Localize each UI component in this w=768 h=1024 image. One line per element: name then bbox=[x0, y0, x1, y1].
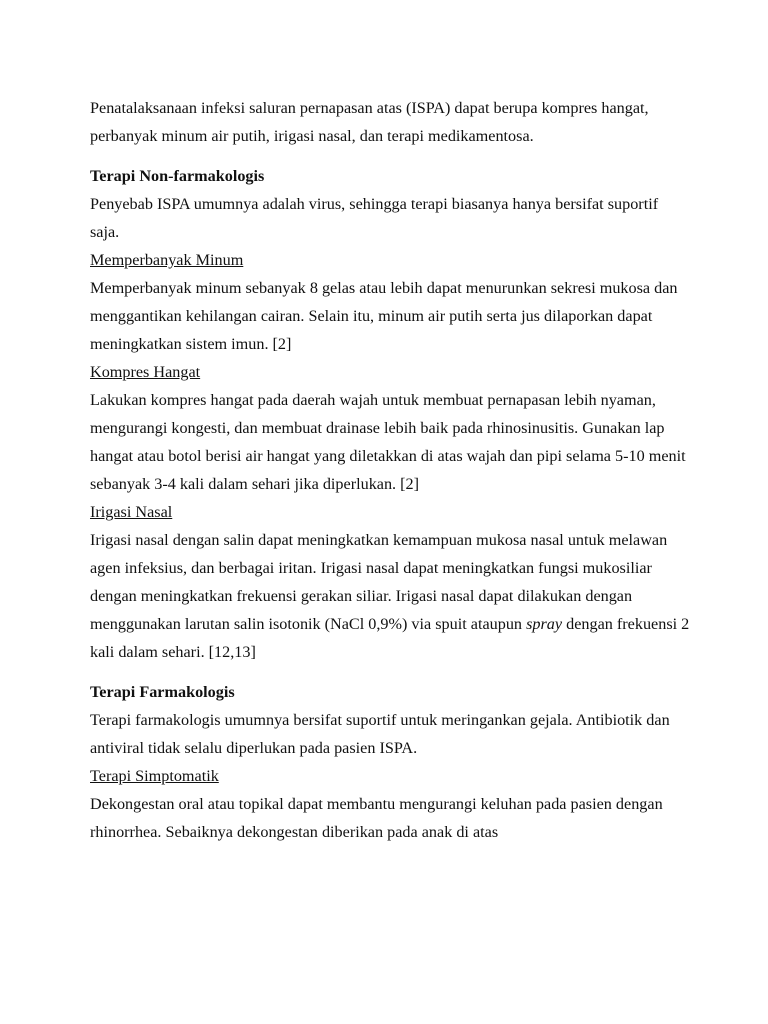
irigasi-text-before: Irigasi nasal dengan salin dapat meningkatkan kemampuan mukosa nasal untuk melawan agen infeksius, dan berbagai iritan. Irigasi nasal dapat meningkatkan fungsi mukosiliar dengan meningkatkan frekuensi gerakan siliar. Irigasi nasal dapat dilakukan dengan menggunakan larutan salin isotonik (NaCl 0,9%) via spuit ataupun bbox=[90, 531, 668, 633]
intro-paragraph: Penatalaksanaan infeksi saluran pernapasan atas (ISPA) dapat berupa kompres hangat, perbanyak minum air putih, irigasi nasal, dan terapi medikamentosa. bbox=[90, 99, 649, 145]
heading-non-pharmacological: Terapi Non-farmakologis bbox=[90, 167, 265, 185]
paragraph-memperbanyak-minum: Memperbanyak minum sebanyak 8 gelas atau lebih dapat menurunkan sekresi mukosa dan menggantikan kehilangan cairan. Selain itu, minum air putih serta jus dilaporkan dapat meningkatkan sistem imun. [2] bbox=[90, 279, 678, 353]
subheading-irigasi-nasal: Irigasi Nasal bbox=[90, 503, 173, 521]
paragraph-non-pharmacological: Penyebab ISPA umumnya adalah virus, sehingga terapi biasanya hanya bersifat suportif saja. bbox=[90, 195, 659, 241]
paragraph-kompres-hangat: Lakukan kompres hangat pada daerah wajah untuk membuat pernapasan lebih nyaman, mengurangi kongesti, dan membuat drainase lebih baik pada rhinosinusitis. Gunakan lap hangat atau botol berisi air hangat yang diletakkan di atas wajah dan pipi selama 5-10 menit sebanyak 3-4 kali dalam sehari jika diperlukan. [2] bbox=[90, 391, 686, 493]
subheading-terapi-simptomatik: Terapi Simptomatik bbox=[90, 767, 219, 785]
heading-pharmacological: Terapi Farmakologis bbox=[90, 683, 235, 701]
paragraph-terapi-simptomatik: Dekongestan oral atau topikal dapat membantu mengurangi keluhan pada pasien dengan rhinorrhea. Sebaiknya dekongestan diberikan pada anak di atas bbox=[90, 795, 663, 841]
paragraph-pharmacological: Terapi farmakologis umumnya bersifat suportif untuk meringankan gejala. Antibiotik dan antiviral tidak selalu diperlukan pada pasien ISPA. bbox=[90, 711, 670, 757]
subheading-kompres-hangat: Kompres Hangat bbox=[90, 363, 201, 381]
irigasi-text-after: dengan frekuensi 2 kali dalam sehari. [12,13] bbox=[90, 615, 690, 661]
subheading-memperbanyak-minum: Memperbanyak Minum bbox=[90, 251, 244, 269]
paragraph-irigasi-nasal bbox=[90, 526, 690, 666]
irigasi-italic-spray: spray bbox=[526, 615, 563, 633]
document-body bbox=[90, 94, 690, 846]
